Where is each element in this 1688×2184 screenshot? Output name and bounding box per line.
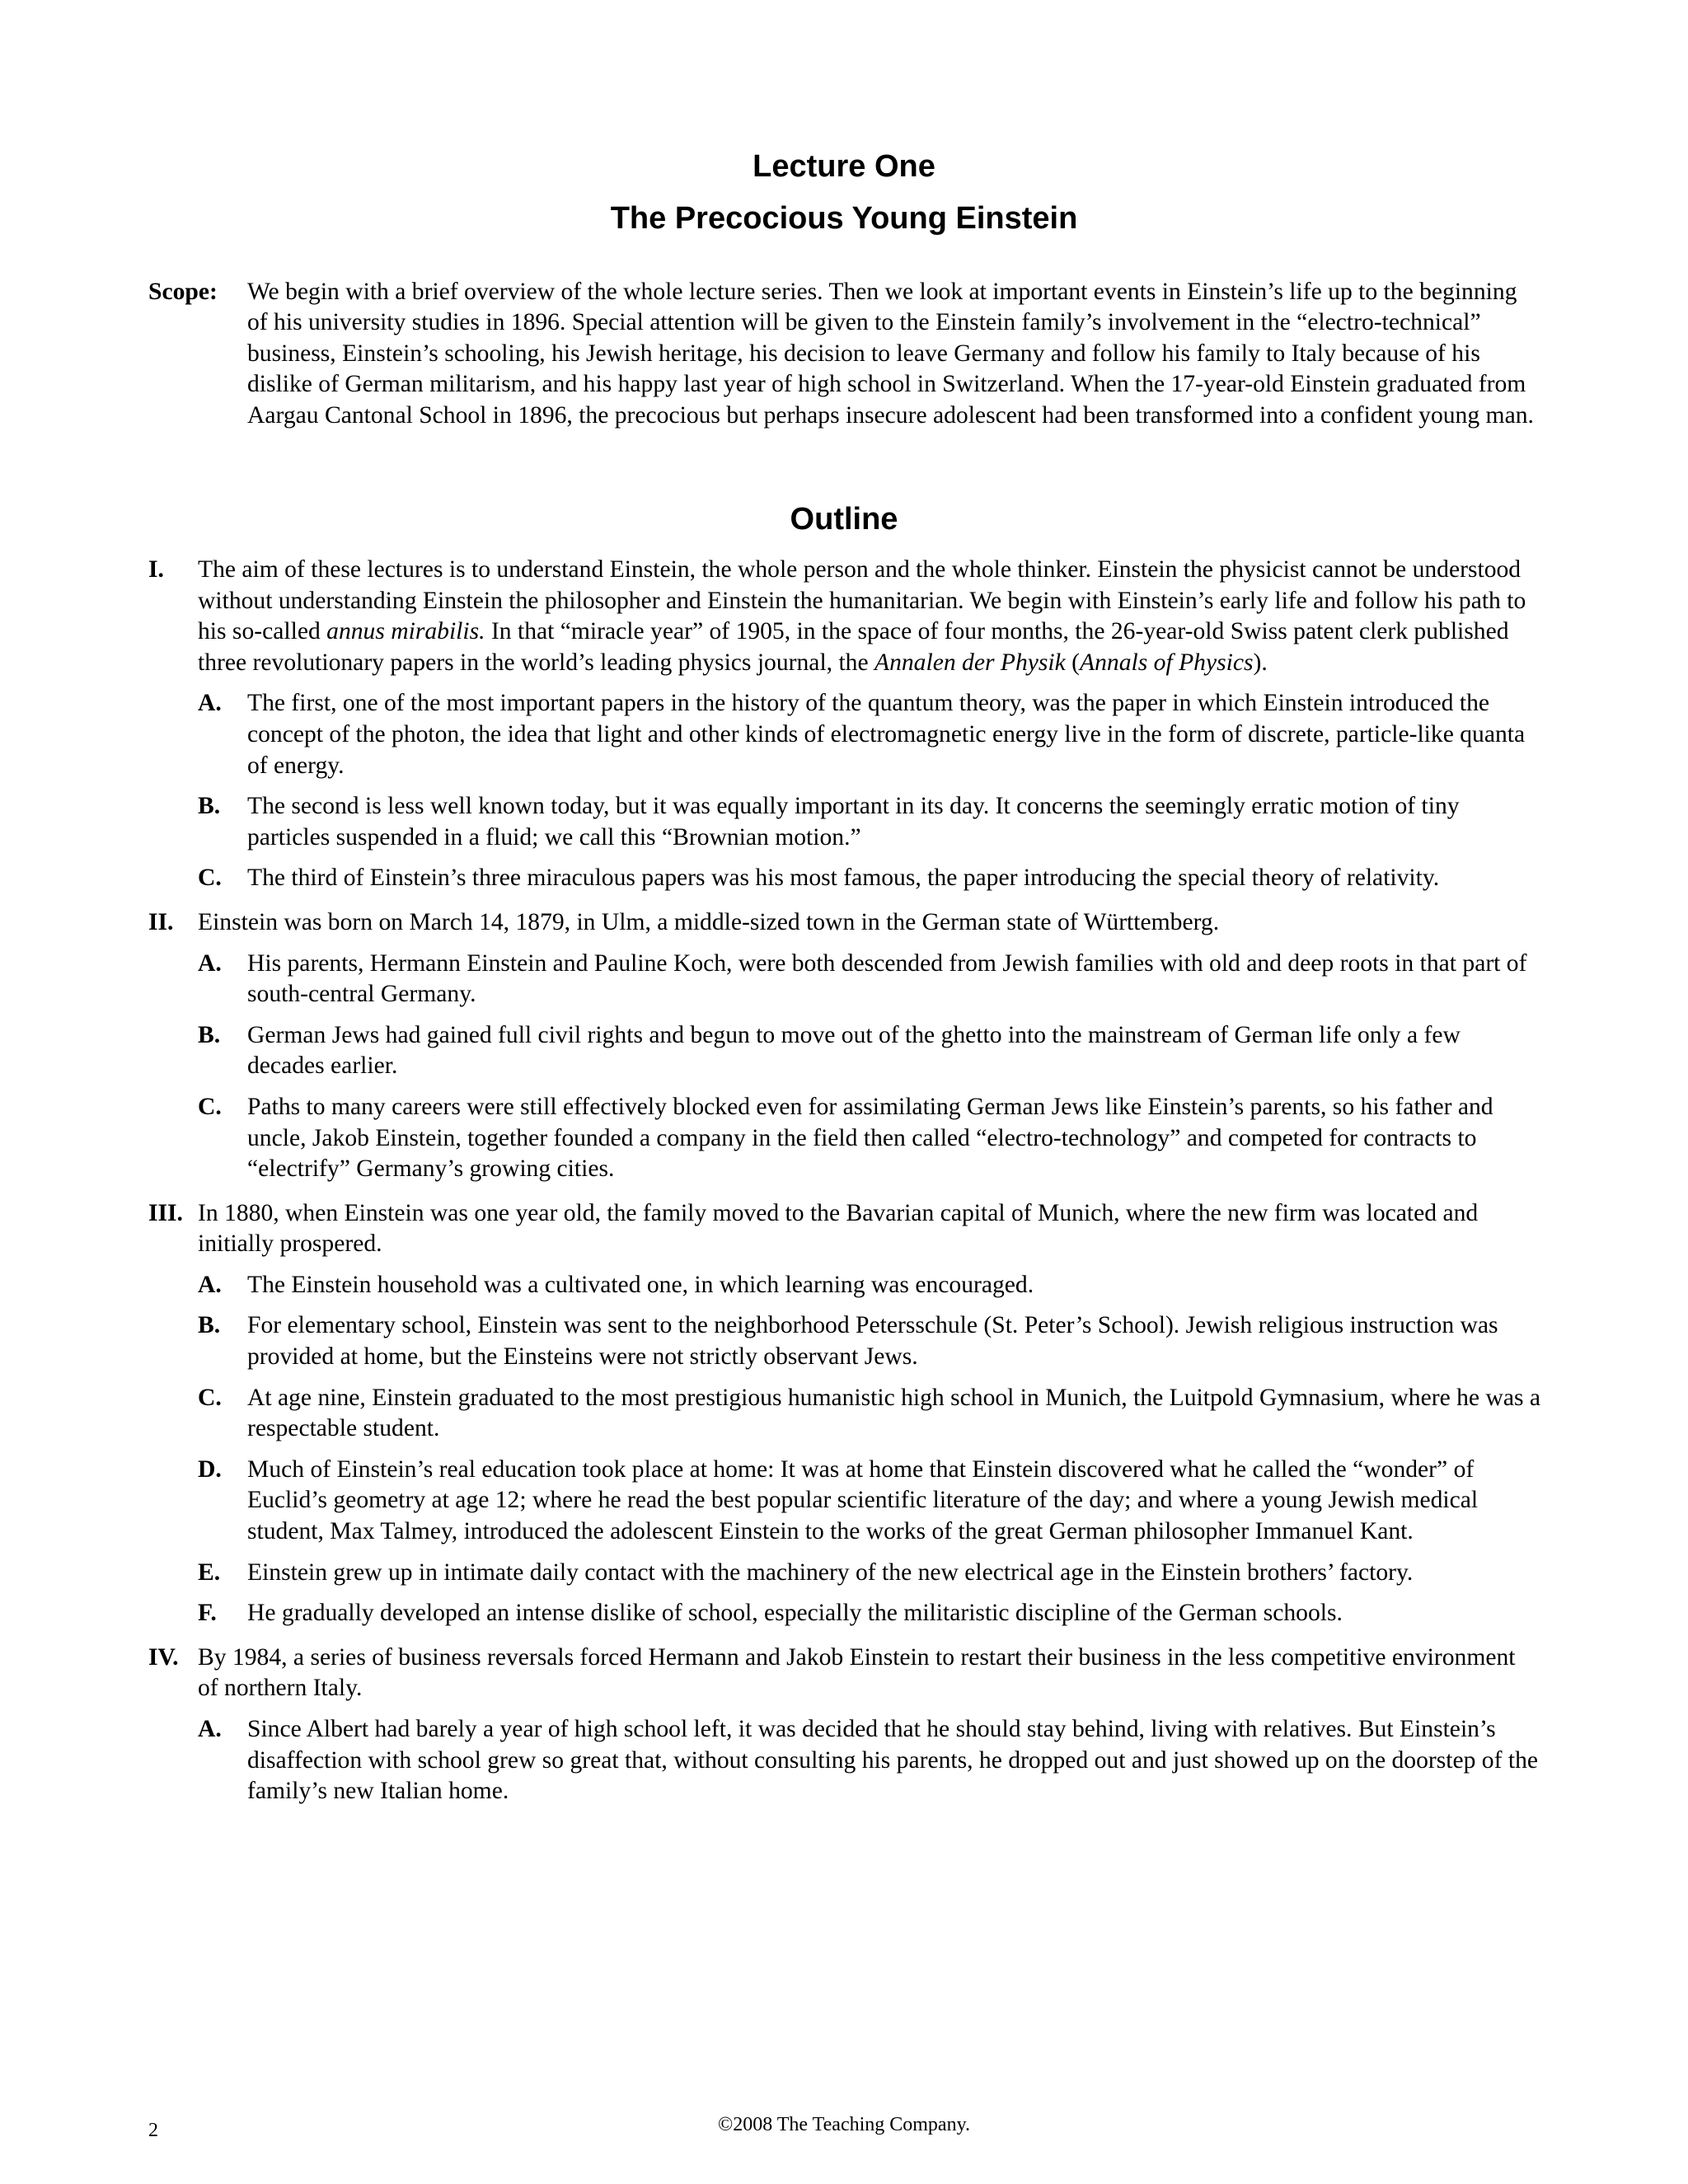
item-text: The first, one of the most important papers in the history of the quantum theory, was the paper in which Einstein introduced the concept of the photon, the idea that light and other kinds of electromagnetic energy live in the form of discrete, particle-like quanta of energy. bbox=[247, 690, 1526, 779]
item-text: His parents, Hermann Einstein and Pauline Koch, were both descended from Jewish families with old and deep roots in that part of south-central Germany. bbox=[247, 949, 1527, 1008]
scope-block bbox=[148, 277, 1541, 431]
scope-label: Scope: bbox=[148, 279, 218, 305]
item-text: The second is less well known today, but it was equally important in its day. It concerns the seemingly erratic motion of tiny particles suspended in a fluid; we call this “Brownian motion.” bbox=[247, 793, 1460, 851]
outline-item bbox=[198, 863, 1541, 894]
section-number: I. bbox=[148, 556, 164, 583]
outline-item bbox=[198, 1310, 1541, 1372]
section-text-part: The aim of these lectures is to understand Einstein, the whole person and the whole thinker. Einstein the physicist cannot be understood without understanding Einstein the philosopher and Einstein the humanitarian. We begin with Einstein’s early life and follow his path to his so-called bbox=[198, 556, 1526, 645]
item-letter: B. bbox=[198, 1021, 221, 1048]
section-number: II. bbox=[148, 908, 174, 935]
item-letter: A. bbox=[198, 1716, 222, 1742]
outline-heading: Outline bbox=[790, 502, 898, 537]
item-text: German Jews had gained full civil rights and begun to move out of the ghetto into the mainstream of German life only a few decades earlier. bbox=[247, 1021, 1461, 1080]
outline-list bbox=[148, 555, 1541, 1821]
outline-item bbox=[198, 1455, 1541, 1548]
item-letter: B. bbox=[198, 793, 221, 820]
scope-text: We begin with a brief overview of the whole lecture series. Then we look at important events in Einstein’s life up to the beginning of his university studies in 1896. Special attention will be given to the Einstein family’s involvement in the “electro-technical” business, Einstein’s schooling, his Jewish heritage, his decision to leave Germany and follow his family to Italy because of his dislike of German militarism, and his happy last year of high school in Switzerland. When the 17-year-old Einstein graduated from Aargau Cantonal School in 1896, the precocious but perhaps insecure adolescent had been transformed into a confident young man. bbox=[247, 279, 1534, 429]
item-letter: D. bbox=[198, 1455, 222, 1483]
section-text-part: ). bbox=[1253, 649, 1268, 676]
item-text: Since Albert had barely a year of high school left, it was decided that he should stay behind, living with relatives. But Einstein’s disaffection with school grew so great that, without consulting his parents, he dropped out and just showed up on the doorstep of the family’s new Italian home. bbox=[247, 1716, 1538, 1805]
section-number: IV. bbox=[148, 1643, 179, 1671]
item-letter: F. bbox=[198, 1600, 217, 1627]
outline-section-2 bbox=[148, 907, 1541, 1185]
section-text-italic: Annals of Physics bbox=[1080, 649, 1254, 676]
outline-item bbox=[198, 1383, 1541, 1445]
section-text-italic: Annalen der Physik bbox=[874, 649, 1066, 676]
lecture-title: The Precocious Young Einstein bbox=[610, 201, 1078, 236]
section-number: III. bbox=[148, 1199, 183, 1226]
outline-item bbox=[198, 1558, 1541, 1589]
outline-item bbox=[198, 1020, 1541, 1082]
item-text: For elementary school, Einstein was sent to the neighborhood Petersschule (St. Peter’s School). Jewish religious instruction was provided at home, but the Einsteins were not strictly observant Jews. bbox=[247, 1312, 1498, 1371]
outline-item bbox=[198, 1598, 1541, 1629]
item-text: The third of Einstein’s three miraculous papers was his most famous, the paper introducing the special theory of relativity. bbox=[247, 865, 1440, 892]
lecture-number: Lecture One bbox=[753, 149, 935, 184]
section-text-italic: annus mirabilis. bbox=[326, 618, 485, 645]
section-text-part: ( bbox=[1065, 649, 1081, 676]
section-text: By 1984, a series of business reversals forced Hermann and Jakob Einstein to restart their business in the less competitive environment of northern Italy. bbox=[198, 1643, 1516, 1702]
item-text: Much of Einstein’s real education took place at home: It was at home that Einstein discovered what he called the “wonder” of Euclid’s geometry at age 12; where he read the best popular scientific literature of the day; and where a young Jewish medical student, Max Talmey, introduced the adolescent Einstein to the works of the great German philosopher Immanuel Kant. bbox=[247, 1455, 1479, 1545]
item-text: At age nine, Einstein graduated to the most prestigious humanistic high school in Munich, the Luitpold Gymnasium, where he was a respectable student. bbox=[247, 1384, 1541, 1442]
outline-item bbox=[198, 1714, 1541, 1807]
item-text: Einstein grew up in intimate daily contact with the machinery of the new electrical age in the Einstein brothers’ factory. bbox=[247, 1558, 1414, 1586]
outline-item bbox=[198, 949, 1541, 1010]
section-text: Einstein was born on March 14, 1879, in Ulm, a middle-sized town in the German state of Württemberg. bbox=[198, 908, 1220, 935]
outline-item bbox=[198, 1270, 1541, 1301]
item-text: The Einstein household was a cultivated one, in which learning was encouraged. bbox=[247, 1271, 1034, 1298]
outline-item bbox=[198, 1092, 1541, 1185]
item-letter: C. bbox=[198, 1093, 222, 1120]
item-letter: E. bbox=[198, 1558, 221, 1586]
item-letter: C. bbox=[198, 1384, 222, 1411]
item-text: Paths to many careers were still effectively blocked even for assimilating German Jews like Einstein’s parents, so his father and uncle, Jakob Einstein, together founded a company in the field then called “electro-technology” and competed for contracts to “electrify” Germany’s growing cities. bbox=[247, 1093, 1493, 1183]
section-text bbox=[198, 555, 1541, 678]
section-text: In 1880, when Einstein was one year old, the family moved to the Bavarian capital of Munich, where the new firm was located and initially prospered. bbox=[198, 1199, 1479, 1258]
item-text: He gradually developed an intense dislike of school, especially the militaristic discipline of the German schools. bbox=[247, 1600, 1343, 1627]
item-letter: A. bbox=[198, 690, 222, 717]
item-letter: C. bbox=[198, 865, 222, 892]
copyright-notice: ©2008 The Teaching Company. bbox=[717, 2114, 971, 2135]
section-text-part: In that “miracle year” of 1905, in the space of four months, the 26-year-old Swiss patent clerk published three revolutionary papers in the world’s leading physics journal, the bbox=[198, 618, 1509, 676]
outline-item bbox=[198, 791, 1541, 853]
outline-section-4 bbox=[148, 1643, 1541, 1807]
outline-section-1 bbox=[148, 555, 1541, 894]
page-number: 2 bbox=[148, 2120, 158, 2141]
item-letter: B. bbox=[198, 1312, 221, 1339]
item-letter: A. bbox=[198, 1271, 222, 1298]
outline-section-3 bbox=[148, 1198, 1541, 1629]
item-letter: A. bbox=[198, 949, 222, 977]
outline-item bbox=[198, 688, 1541, 781]
